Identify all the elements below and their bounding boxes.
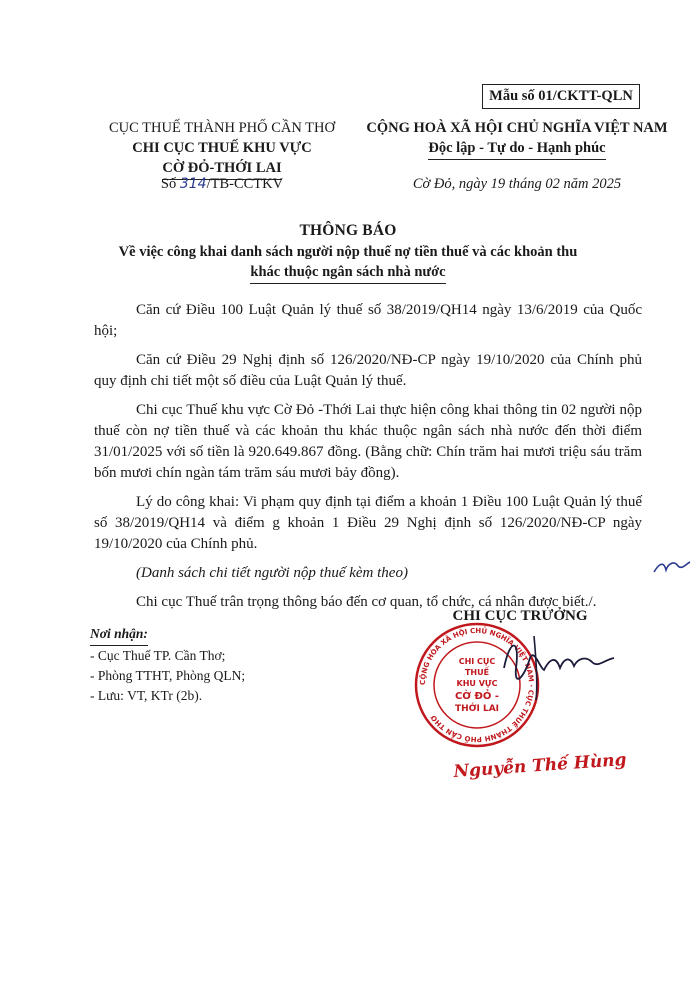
national-motto-header xyxy=(352,118,682,160)
recipient-item: - Cục Thuế TP. Cần Thơ; xyxy=(90,648,226,663)
paragraph-disclosure: Chi cục Thuế khu vực Cờ Đỏ -Thới Lai thực hiện công khai thông tin 02 người nộp thuế còn nợ tiền thuế và các khoản thu khác thuộc ngân sách nhà nước đến thời điểm 31/01/2025 với số tiền là 920.649.867 đồng. (Bằng chữ: Chín trăm hai mươi triệu sáu trăm bốn mươi chín ngàn tám trăm sáu mươi bảy đồng). xyxy=(94,402,642,481)
document-subtitle-line1: Về việc công khai danh sách người nộp thuế nợ tiền thuế và các khoản thu xyxy=(118,244,578,260)
seal-inner-line: THUẾ xyxy=(464,668,490,677)
document-number xyxy=(92,176,352,193)
document-title: THÔNG BÁO xyxy=(299,222,397,239)
seal-inner-line: CHI CỤC xyxy=(458,657,496,666)
recipient-item: - Phòng TTHT, Phòng QLN; xyxy=(90,668,246,683)
doc-number-prefix: Số xyxy=(160,176,180,192)
recipients-label: Nơi nhận: xyxy=(90,624,148,646)
paragraph-attachment-note: (Danh sách chi tiết người nộp thuế kèm theo) xyxy=(136,565,408,581)
signature-title: CHI CỤC TRƯỞNG xyxy=(452,608,588,624)
handwritten-tick-icon xyxy=(652,558,692,583)
seal-outer-text: CỘNG HÒA XÃ HỘI CHỦ NGHĨA VIỆT NAM · CỤC THUẾ THÀNH PHỐ CẦN THƠ xyxy=(418,626,536,744)
recipients-block xyxy=(90,624,350,706)
handwritten-signature-icon xyxy=(500,628,620,708)
document-subtitle-line2: khác thuộc ngân sách nhà nước xyxy=(250,262,445,284)
doc-number-handwritten: 314 xyxy=(179,176,207,192)
document-body xyxy=(94,300,642,621)
agency-area: CỜ ĐỎ-THỚI LAI xyxy=(162,158,281,180)
paragraph-legal-basis-1: Căn cứ Điều 100 Luật Quản lý thuế số 38/2019/QH14 ngày 13/6/2019 của Quốc hội; xyxy=(94,302,642,339)
seal-inner-line: KHU VỰC xyxy=(456,679,498,688)
paragraph-reason: Lý do công khai: Vi phạm quy định tại điểm a khoản 1 Điều 100 Luật Quản lý thuế số 38/2019/QH14 và điểm g khoản 1 Điều 29 Nghị định số 126/2020/NĐ-CP ngày 19/10/2020 của Chính phủ. xyxy=(94,494,642,552)
doc-number-suffix: /TB-CCTKV xyxy=(206,176,284,192)
paragraph-closing: Chi cục Thuế trân trọng thông báo đến cơ quan, tổ chức, cá nhân được biết./. xyxy=(136,594,597,610)
country-name: CỘNG HOÀ XÃ HỘI CHỦ NGHĨA VIỆT NAM xyxy=(366,120,668,136)
seal-inner-line: CỜ ĐỎ - xyxy=(454,691,500,702)
title-block xyxy=(60,220,636,284)
national-motto: Độc lập - Tự do - Hạnh phúc xyxy=(428,138,605,160)
form-code-box: Mẫu số 01/CKTT-QLN xyxy=(482,84,640,109)
signer-name: Nguyễn Thế Hùng xyxy=(452,749,628,783)
seal-inner-line: THỚI LAI xyxy=(454,704,500,714)
agency-parent: CỤC THUẾ THÀNH PHỐ CẦN THƠ xyxy=(109,120,335,136)
agency-name: CHI CỤC THUẾ KHU VỰC xyxy=(132,140,312,156)
paragraph-legal-basis-2: Căn cứ Điều 29 Nghị định số 126/2020/NĐ-CP ngày 19/10/2020 của Chính phủ quy định chi tiết một số điều của Luật Quản lý thuế. xyxy=(94,352,642,389)
document-date: Cờ Đỏ, ngày 19 tháng 02 năm 2025 xyxy=(412,176,622,192)
issuing-agency-header xyxy=(92,118,352,180)
recipient-item: - Lưu: VT, KTr (2b). xyxy=(90,688,203,703)
